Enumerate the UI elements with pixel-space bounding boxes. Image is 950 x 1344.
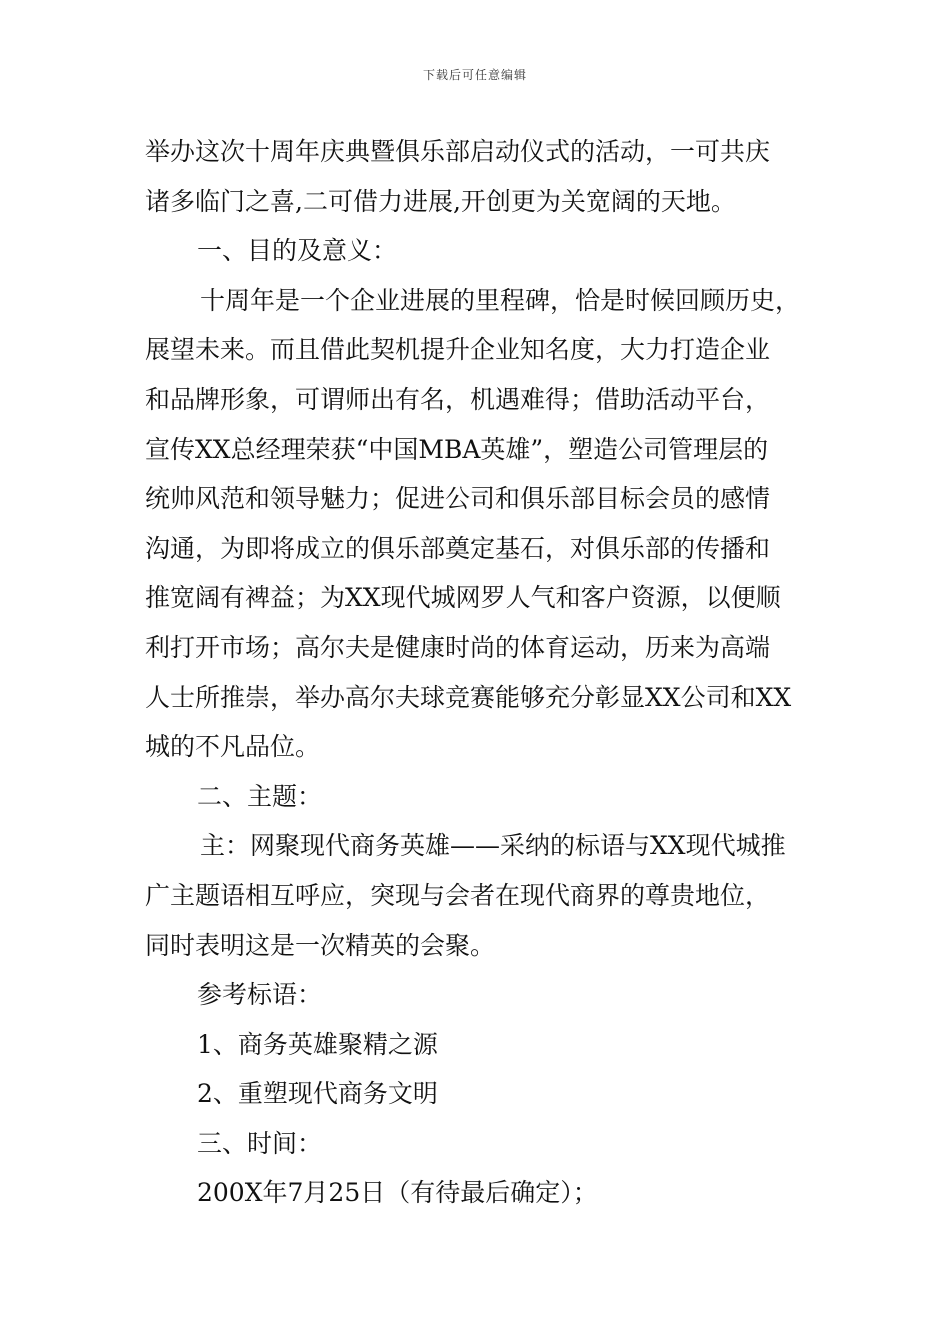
- paragraph-line: 广主题语相互呼应，突现与会者在现代商界的尊贵地位，: [145, 880, 771, 910]
- paragraph-line: 推宽阔有裨益；为XX现代城网罗人气和客户资源，以便顺: [145, 583, 781, 613]
- section-heading-time: 三、时间：: [197, 1128, 323, 1158]
- section-heading-theme: 二、主题：: [197, 781, 323, 811]
- document-body: [145, 127, 815, 1218]
- paragraph-line: 沟通，为即将成立的俱乐部奠定基石，对俱乐部的传播和: [145, 533, 771, 563]
- paragraph-line: 举办这次十周年庆典暨俱乐部启动仪式的活动，一可共庆: [145, 137, 771, 166]
- paragraph-line: 和品牌形象，可谓师出有名，机遇难得；借助活动平台，: [145, 384, 771, 414]
- slogan-item: 1、商务英雄聚精之源: [197, 1029, 438, 1059]
- paragraph-line: 宣传XX总经理荣获“中国MBA英雄”，塑造公司管理层的: [145, 434, 769, 464]
- paragraph-line: 诸多临门之喜,二可借力进展,开创更为关宽阔的天地。: [145, 186, 736, 216]
- paragraph-line: 利打开市场；高尔夫是健康时尚的体育运动，历来为高端: [145, 632, 771, 662]
- event-date-line: 200X年7月25日（有待最后确定）；: [197, 1178, 598, 1208]
- paragraph-line: 十周年是一个企业进展的里程碑，恰是时候回顾历史，: [200, 285, 801, 315]
- paragraph-line: 展望未来。而且借此契机提升企业知名度，大力打造企业: [145, 335, 771, 365]
- page-header: 下载后可任意编辑: [422, 68, 527, 82]
- slogan-item: 2、重塑现代商务文明: [197, 1079, 438, 1109]
- paragraph-line: 统帅风范和领导魅力；促进公司和俱乐部目标会员的感情: [145, 484, 771, 514]
- paragraph-line: 主：网聚现代商务英雄——采纳的标语与XX现代城推: [200, 831, 786, 861]
- paragraph-line: 同时表明这是一次精英的会聚。: [145, 930, 496, 960]
- section-heading-purpose: 一、目的及意义：: [197, 236, 398, 266]
- paragraph-line: 城的不凡品位。: [145, 732, 321, 762]
- paragraph-line: 人士所推崇，举办高尔夫球竞赛能够充分彰显XX公司和XX: [145, 682, 792, 712]
- slogan-heading: 参考标语：: [197, 980, 323, 1010]
